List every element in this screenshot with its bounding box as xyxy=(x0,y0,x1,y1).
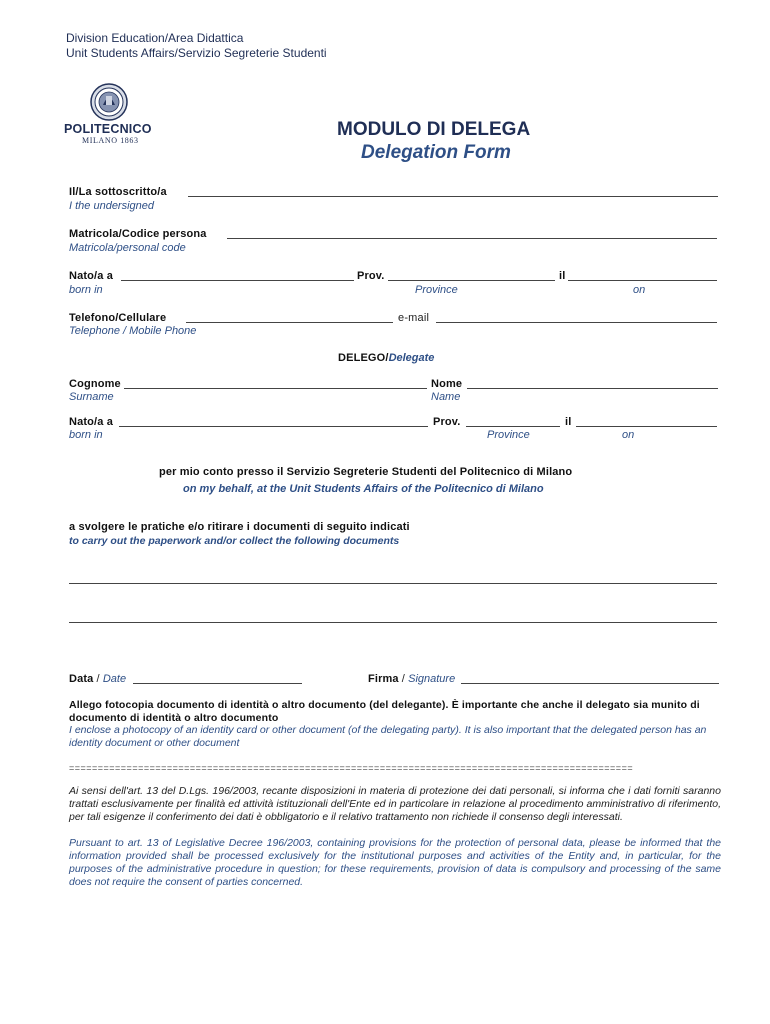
name-label: Nome xyxy=(431,378,463,390)
delegate-heading-en: Delegate xyxy=(388,352,435,364)
delegate-province-field[interactable] xyxy=(466,426,560,427)
surname-label-en: Surname xyxy=(69,391,114,403)
page-title: MODULO DI DELEGA xyxy=(337,119,531,140)
signature-label-en: Signature xyxy=(408,673,456,685)
undersigned-label-en: I the undersigned xyxy=(69,200,155,212)
phone-field[interactable] xyxy=(186,322,393,323)
signature-label xyxy=(368,673,455,685)
phone-label-en: Telephone / Mobile Phone xyxy=(69,325,197,337)
code-label: Matricola/Codice persona xyxy=(69,228,207,240)
delegate-birthplace-field[interactable] xyxy=(119,426,428,427)
delegate-birthdate-field[interactable] xyxy=(576,426,717,427)
phone-label: Telefono/Cellulare xyxy=(69,312,167,324)
logo-city: MILANO 1863 xyxy=(82,136,139,145)
birthdate-label-en: on xyxy=(633,284,646,296)
date-sep: / xyxy=(96,673,100,685)
divider: ================================================================================================== xyxy=(69,763,634,773)
email-label: e-mail xyxy=(398,312,430,324)
page-subtitle: Delegation Form xyxy=(361,142,511,163)
behalf-text: per mio conto presso il Servizio Segreterie Studenti del Politecnico di Milano xyxy=(159,466,573,478)
delegate-province-label: Prov. xyxy=(433,416,461,428)
privacy-text-en: Pursuant to art. 13 of Legislative Decree 196/2003, containing provisions for the protection of personal data, please be informed that the information provided shall be processed exclusively for the institutional purposes and activities of the Entity and, in particular, for the purposes of the administrative procedure in question; for these requirements, provision of data is compulsory and processing of the same does not require the consent of parties concerned. xyxy=(69,837,721,888)
date-label-it: Data xyxy=(69,673,94,685)
date-label xyxy=(69,673,126,685)
birthplace-label: Nato/a a xyxy=(69,270,113,282)
header-unit: Unit Students Affairs/Servizio Segreterie Studenti xyxy=(66,46,327,60)
privacy-text: Ai sensi dell'art. 13 del D.Lgs. 196/2003, recante disposizioni in materia di protezione dei dati personali, si informa che i dati forniti saranno trattati esclusivamente per finalità ed attività istituzionali dell'Ente ed in particolare in relazione al procedimento amministrativo di riferimento, per tali esigenze il conferimento dei dati è obbligatorio e il relativo trattamento non richiede il consenso degli interessati. xyxy=(69,785,721,823)
attachment-text: Allego fotocopia documento di identità o altro documento (del delegante). È importante che anche il delegato sia munito di documento di identità o altro documento xyxy=(69,699,700,724)
date-label-en: Date xyxy=(102,673,127,685)
email-field[interactable] xyxy=(436,322,717,323)
code-field[interactable] xyxy=(227,238,717,239)
logo-name: POLITECNICO xyxy=(64,122,152,136)
name-label-en: Name xyxy=(431,391,461,403)
signature-label-it: Firma xyxy=(368,673,399,685)
signature-sep: / xyxy=(401,673,406,685)
header-division: Division Education/Area Didattica xyxy=(66,31,244,45)
documents-text-en: to carry out the paperwork and/or collect the following documents xyxy=(69,535,400,547)
delegate-birthplace-label-en: born in xyxy=(69,429,103,441)
delegate-birthdate-label-en: on xyxy=(622,429,635,441)
birthplace-label-en: born in xyxy=(69,284,103,296)
province-label-en: Province xyxy=(415,284,458,296)
delegate-heading-it: DELEGO/ xyxy=(338,352,389,364)
delegate-birthplace-label: Nato/a a xyxy=(69,416,113,428)
delegate-birthdate-label: il xyxy=(565,416,572,428)
delegate-heading xyxy=(338,352,434,364)
province-field[interactable] xyxy=(388,280,555,281)
birthdate-label: il xyxy=(559,270,566,282)
undersigned-field[interactable] xyxy=(188,196,718,197)
behalf-text-en: on my behalf, at the Unit Students Affairs of the Politecnico di Milano xyxy=(183,483,544,495)
province-label: Prov. xyxy=(357,270,385,282)
politecnico-seal-icon xyxy=(64,83,154,123)
birthplace-field[interactable] xyxy=(121,280,354,281)
undersigned-label: Il/La sottoscritto/a xyxy=(69,186,167,198)
date-field[interactable] xyxy=(133,683,302,684)
surname-label: Cognome xyxy=(69,378,121,390)
code-label-en: Matricola/personal code xyxy=(69,242,186,254)
documents-line-1[interactable] xyxy=(69,583,717,584)
politecnico-logo xyxy=(64,83,154,149)
signature-field[interactable] xyxy=(461,683,719,684)
attachment-text-en: I enclose a photocopy of an identity card or other document (of the delegating party). It is also important that the delegated person has an identity document or other document xyxy=(69,724,707,749)
birthdate-field[interactable] xyxy=(568,280,717,281)
documents-line-2[interactable] xyxy=(69,622,717,623)
delegate-province-label-en: Province xyxy=(487,429,530,441)
surname-field[interactable] xyxy=(124,388,427,389)
documents-text: a svolgere le pratiche e/o ritirare i documenti di seguito indicati xyxy=(69,521,410,533)
name-field[interactable] xyxy=(467,388,718,389)
